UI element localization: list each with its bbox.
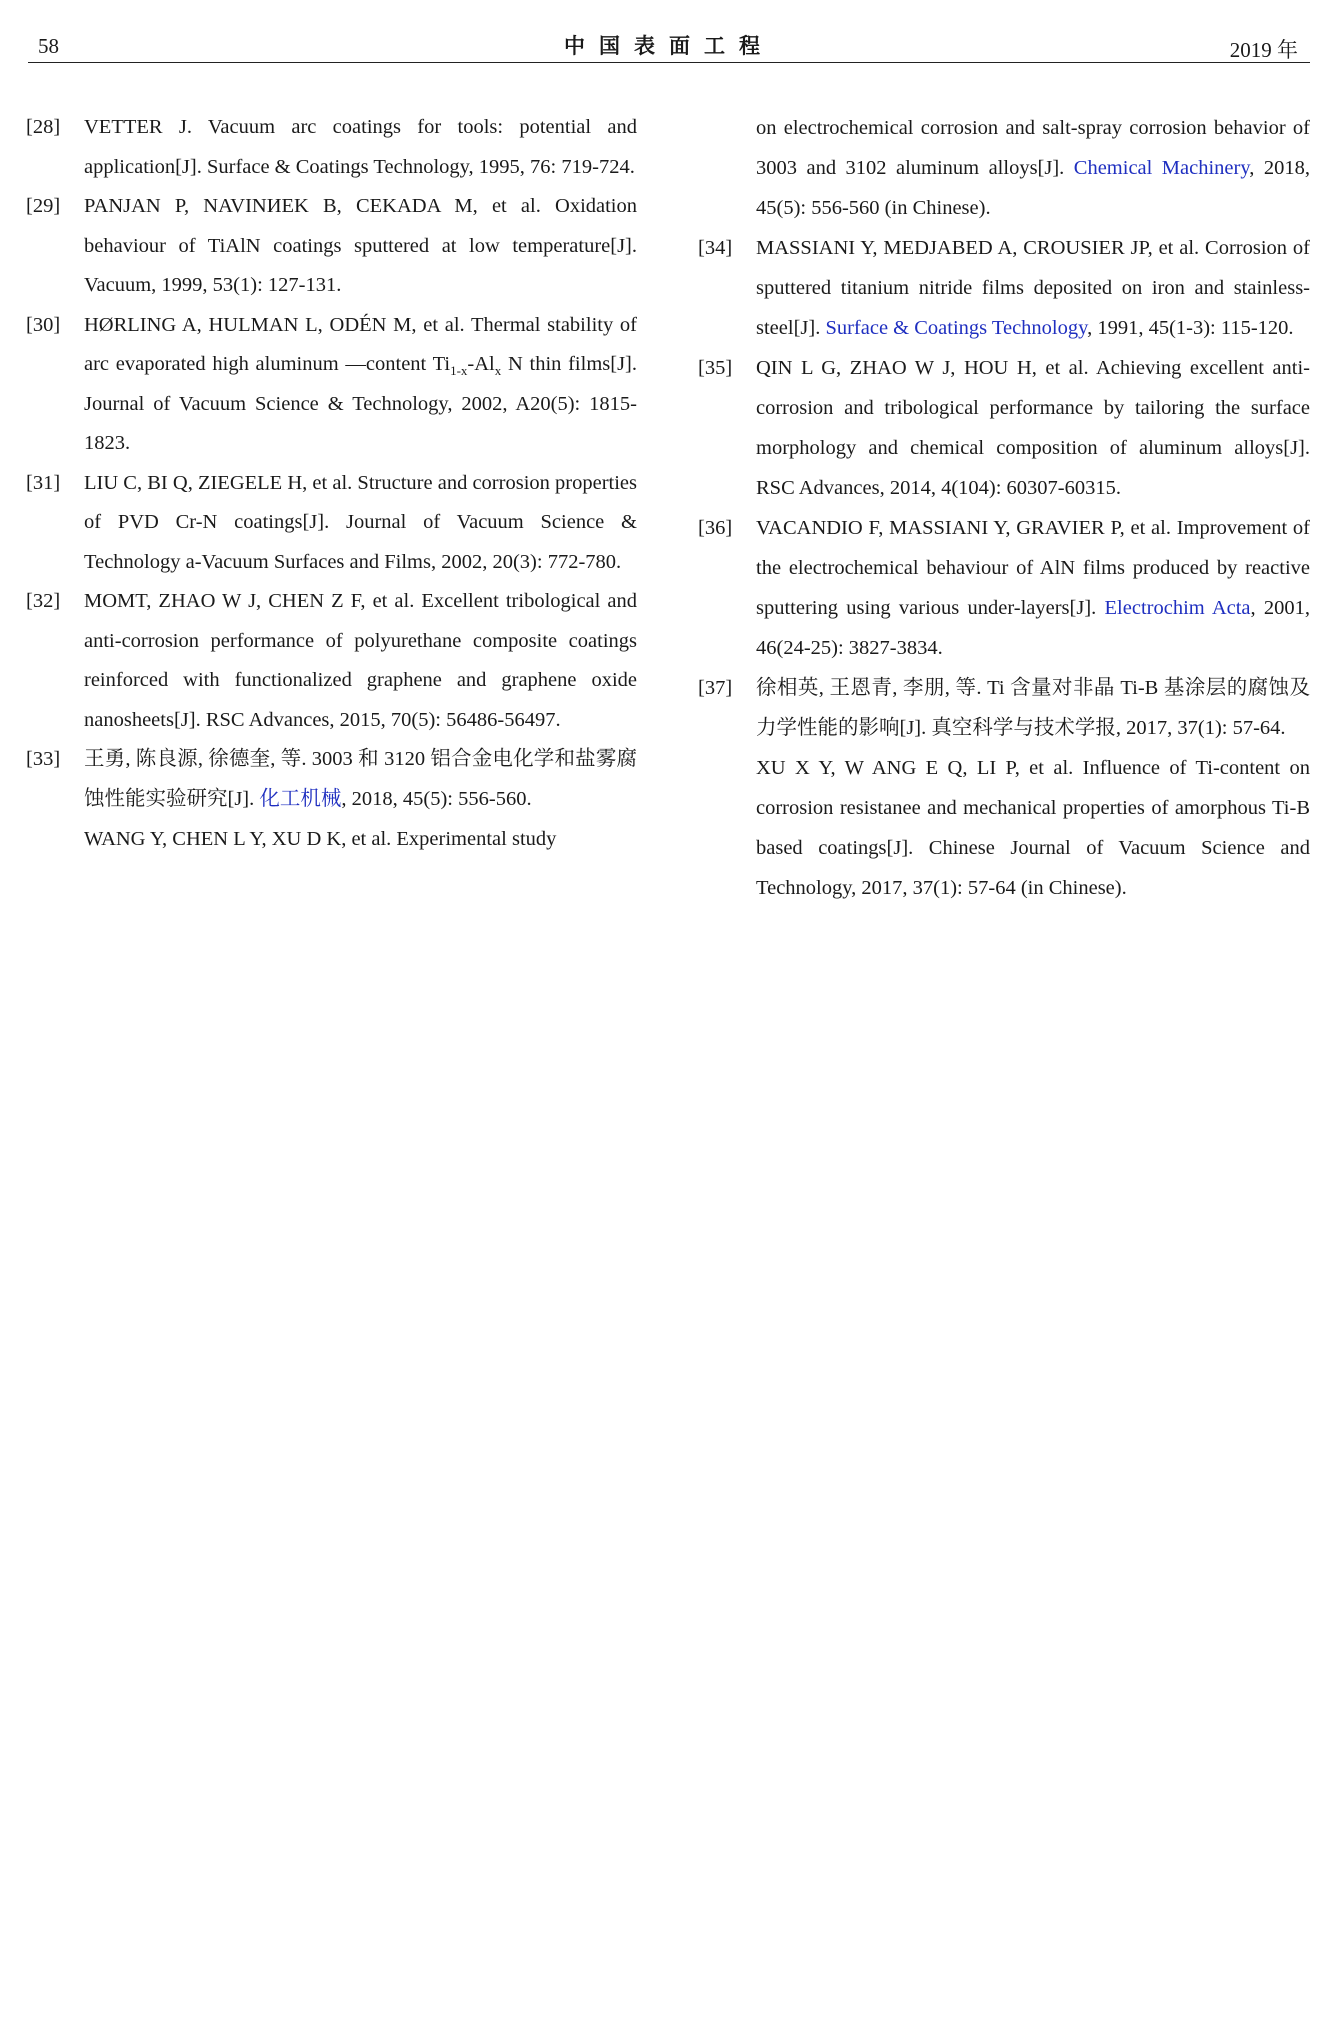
- reference-number: [30]: [26, 313, 61, 336]
- journal-link[interactable]: Surface & Coatings Technology: [825, 317, 1088, 339]
- running-header: [28, 26, 1310, 63]
- reference-text-start: on electrochemical corrosion and salt-spray corrosion behavior of 3003 and 3102 aluminum alloys[J].: [756, 117, 1310, 179]
- reference-text-end: , 1991, 45(1-3): 115-120.: [1087, 317, 1294, 339]
- left-column: [26, 108, 637, 859]
- reference-text: LIU C, BI Q, ZIEGELE H, et al. Structure and corrosion properties of PVD Cr-N coatings[J]. Journal of Vacuum Science & Technology a-Vacuum Surfaces and Films, 2002, 20(3): 772-780.: [84, 471, 637, 573]
- journal-link[interactable]: 化工机械: [259, 787, 342, 810]
- journal-year: 2019 年: [1229, 38, 1298, 62]
- reference-30: [26, 306, 637, 464]
- reference-text-start: HØRLING A, HULMAN L, ODÉN M, et al. Thermal stability of arc evaporated high aluminum —content Ti: [84, 313, 637, 375]
- reference-number: [32]: [26, 590, 61, 612]
- reference-text-end: N thin films[J]. Journal of Vacuum Science & Technology, 2002, A20(5): 1815-1823.: [84, 353, 637, 454]
- reference-text-start: 王勇, 陈良源, 徐德奎, 等. 3003 和 3120 铝合金电化学和盐雾腐蚀性能实验研究[J].: [84, 748, 637, 810]
- reference-text: 徐相英, 王恩青, 李朋, 等. Ti 含量对非晶 Ti-B 基涂层的腐蚀及力学性能的影响[J]. 真空科学与技术学报, 2017, 37(1): 57-64.: [756, 677, 1310, 739]
- reference-number: [33]: [26, 748, 61, 770]
- reference-29: [26, 187, 637, 306]
- reference-33-english: WANG Y, CHEN L Y, XU D K, et al. Experimental study: [84, 828, 557, 850]
- reference-28: [26, 108, 637, 187]
- reference-text: [84, 748, 637, 810]
- page-number: 58: [38, 34, 59, 58]
- right-column: [698, 108, 1310, 908]
- reference-text: PANJAN P, NAVINИEK B, CEKADA M, et al. Oxidation behaviour of TiAlN coatings sputtered at low temperature[J]. Vacuum, 1999, 53(1): 127-131.: [84, 195, 637, 296]
- reference-number: [37]: [698, 677, 733, 699]
- reference-number: [29]: [26, 195, 61, 217]
- reference-text: VETTER J. Vacuum arc coatings for tools: potential and application[J]. Surface & Coatings Technology, 1995, 76: 719-724.: [84, 116, 637, 178]
- reference-text-start: MASSIANI Y, MEDJABED A, CROUSIER JP, et al. Corrosion of sputtered titanium nitride films deposited on iron and stainless-steel[J].: [756, 237, 1310, 339]
- reference-33-english-continued: [698, 108, 1310, 228]
- reference-text-end: , 2018, 45(5): 556-560 (in Chinese).: [756, 157, 1310, 219]
- journal-link[interactable]: Electrochim Acta: [1104, 597, 1251, 619]
- reference-36: [698, 508, 1310, 668]
- journal-title: 中国表面工程: [564, 34, 774, 58]
- reference-text: QIN L G, ZHAO W J, HOU H, et al. Achieving excellent anti-corrosion and tribological performance by tailoring the surface morphology and chemical composition of aluminum alloys[J]. RSC Advances, 2014, 4(104): 60307-60315.: [756, 357, 1310, 499]
- reference-number: [35]: [698, 357, 733, 379]
- reference-text-end: , 2001, 46(24-25): 3827-3834.: [756, 597, 1311, 659]
- reference-34: [698, 228, 1310, 348]
- reference-33: [26, 740, 637, 819]
- reference-37: [698, 668, 1310, 748]
- reference-text-mid: -Al: [467, 353, 495, 375]
- reference-37-english: XU X Y, W ANG E Q, LI P, et al. Influence of Ti-content on corrosion resistanee and mechanical properties of amorphous Ti-B based coatings[J]. Chinese Journal of Vacuum Science and Technology, 2017, 37(1): 57-64 (in Chinese).: [756, 757, 1310, 899]
- reference-32: [26, 582, 637, 740]
- reference-number: [34]: [698, 237, 733, 259]
- reference-31: [26, 464, 637, 583]
- reference-text: MOMT, ZHAO W J, CHEN Z F, et al. Excellent tribological and anti-corrosion performance of polyurethane composite coatings reinforced with functionalized graphene and graphene oxide nanosheets[J]. RSC Advances, 2015, 70(5): 56486-56497.: [84, 590, 637, 731]
- reference-text: [756, 237, 1310, 339]
- reference-text: [84, 314, 637, 455]
- subscript: x: [494, 363, 502, 379]
- reference-number: [31]: [26, 471, 61, 494]
- journal-link[interactable]: Chemical Machinery: [1073, 157, 1250, 179]
- reference-text: [756, 517, 1310, 659]
- reference-number: [36]: [698, 517, 733, 539]
- reference-text-end: , 2018, 45(5): 556-560.: [341, 787, 532, 810]
- reference-number: [28]: [26, 116, 61, 138]
- subscript: 1-x: [450, 363, 468, 379]
- reference-text-start: VACANDIO F, MASSIANI Y, GRAVIER P, et al. Improvement of the electrochemical behaviour of AlN films produced by reactive sputtering using various under-layers[J].: [756, 517, 1310, 619]
- reference-35: [698, 348, 1310, 508]
